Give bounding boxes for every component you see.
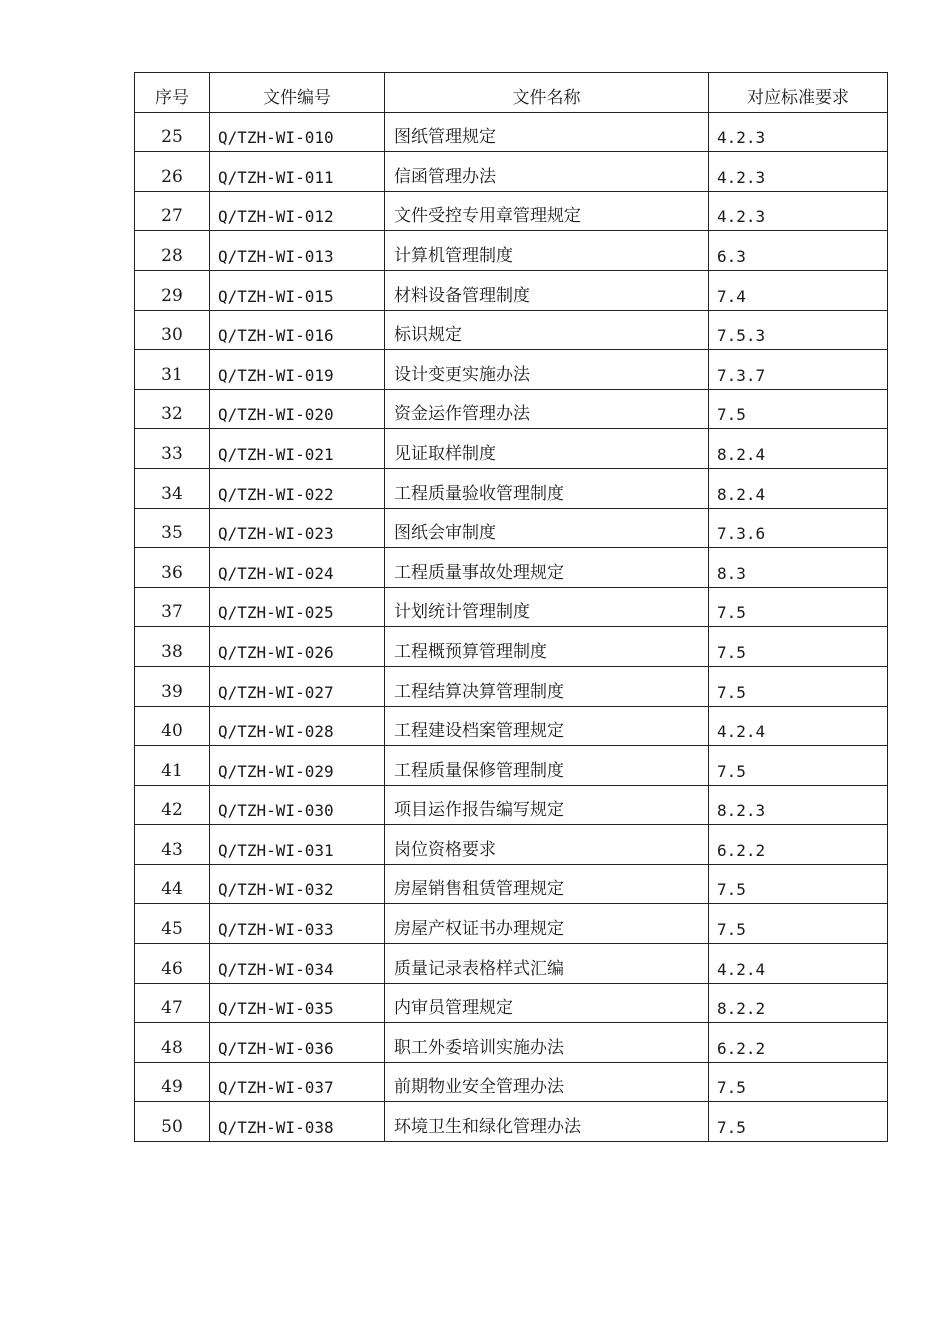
table-row [135, 389, 888, 429]
cell-file-code: Q/TZH-WI-037 [210, 1062, 385, 1102]
cell-standard: 8.2.4 [709, 429, 888, 469]
cell-standard: 7.5.3 [709, 310, 888, 350]
table-row [135, 112, 888, 152]
table-row [135, 944, 888, 984]
table-row [135, 706, 888, 746]
cell-file-code: Q/TZH-WI-020 [210, 389, 385, 429]
cell-file-name: 工程质量保修管理制度 [385, 746, 709, 786]
cell-seq: 26 [135, 152, 210, 192]
cell-seq: 40 [135, 706, 210, 746]
cell-file-name: 岗位资格要求 [385, 825, 709, 865]
table-row [135, 1102, 888, 1142]
cell-seq: 28 [135, 231, 210, 271]
cell-seq: 46 [135, 944, 210, 984]
cell-file-code: Q/TZH-WI-025 [210, 587, 385, 627]
cell-standard: 7.5 [709, 746, 888, 786]
cell-file-name: 职工外委培训实施办法 [385, 1023, 709, 1063]
table-row [135, 468, 888, 508]
cell-file-code: Q/TZH-WI-030 [210, 785, 385, 825]
cell-standard: 6.2.2 [709, 1023, 888, 1063]
cell-file-code: Q/TZH-WI-022 [210, 468, 385, 508]
cell-seq: 48 [135, 1023, 210, 1063]
cell-seq: 44 [135, 864, 210, 904]
cell-file-code: Q/TZH-WI-011 [210, 152, 385, 192]
table-row [135, 666, 888, 706]
cell-seq: 43 [135, 825, 210, 865]
cell-seq: 39 [135, 666, 210, 706]
cell-standard: 6.3 [709, 231, 888, 271]
cell-seq: 36 [135, 548, 210, 588]
cell-file-code: Q/TZH-WI-024 [210, 548, 385, 588]
cell-standard: 8.2.3 [709, 785, 888, 825]
cell-standard: 4.2.3 [709, 112, 888, 152]
cell-file-code: Q/TZH-WI-033 [210, 904, 385, 944]
cell-file-code: Q/TZH-WI-032 [210, 864, 385, 904]
cell-file-code: Q/TZH-WI-016 [210, 310, 385, 350]
cell-standard: 6.2.2 [709, 825, 888, 865]
cell-seq: 47 [135, 983, 210, 1023]
table-row [135, 785, 888, 825]
cell-standard: 7.5 [709, 587, 888, 627]
cell-seq: 35 [135, 508, 210, 548]
cell-file-name: 标识规定 [385, 310, 709, 350]
cell-standard: 8.3 [709, 548, 888, 588]
cell-file-name: 信函管理办法 [385, 152, 709, 192]
cell-file-code: Q/TZH-WI-028 [210, 706, 385, 746]
cell-file-name: 前期物业安全管理办法 [385, 1062, 709, 1102]
cell-seq: 34 [135, 468, 210, 508]
table-row [135, 191, 888, 231]
cell-file-code: Q/TZH-WI-023 [210, 508, 385, 548]
cell-file-name: 图纸会审制度 [385, 508, 709, 548]
table-row [135, 983, 888, 1023]
table-row [135, 746, 888, 786]
cell-seq: 29 [135, 270, 210, 310]
cell-file-name: 资金运作管理办法 [385, 389, 709, 429]
cell-file-name: 环境卫生和绿化管理办法 [385, 1102, 709, 1142]
cell-file-code: Q/TZH-WI-034 [210, 944, 385, 984]
cell-seq: 30 [135, 310, 210, 350]
cell-standard: 7.5 [709, 389, 888, 429]
cell-standard: 7.5 [709, 627, 888, 667]
table-row [135, 508, 888, 548]
table-row [135, 627, 888, 667]
cell-standard: 4.2.3 [709, 152, 888, 192]
document-list-table [134, 72, 888, 1142]
cell-file-name: 计算机管理制度 [385, 231, 709, 271]
table-row [135, 310, 888, 350]
cell-file-code: Q/TZH-WI-012 [210, 191, 385, 231]
cell-seq: 25 [135, 112, 210, 152]
header-seq: 序号 [135, 73, 210, 113]
cell-file-name: 见证取样制度 [385, 429, 709, 469]
cell-file-code: Q/TZH-WI-035 [210, 983, 385, 1023]
cell-standard: 8.2.2 [709, 983, 888, 1023]
cell-seq: 32 [135, 389, 210, 429]
table-row [135, 270, 888, 310]
cell-file-code: Q/TZH-WI-013 [210, 231, 385, 271]
table-row [135, 429, 888, 469]
cell-file-code: Q/TZH-WI-031 [210, 825, 385, 865]
table-row [135, 1062, 888, 1102]
cell-file-name: 图纸管理规定 [385, 112, 709, 152]
cell-file-name: 计划统计管理制度 [385, 587, 709, 627]
cell-standard: 7.5 [709, 666, 888, 706]
table-row [135, 864, 888, 904]
cell-file-name: 质量记录表格样式汇编 [385, 944, 709, 984]
table-row [135, 231, 888, 271]
cell-file-name: 工程建设档案管理规定 [385, 706, 709, 746]
cell-file-code: Q/TZH-WI-027 [210, 666, 385, 706]
cell-standard: 7.5 [709, 864, 888, 904]
table-row [135, 350, 888, 390]
cell-seq: 27 [135, 191, 210, 231]
cell-file-code: Q/TZH-WI-026 [210, 627, 385, 667]
cell-seq: 31 [135, 350, 210, 390]
cell-file-code: Q/TZH-WI-021 [210, 429, 385, 469]
cell-seq: 38 [135, 627, 210, 667]
table-row [135, 825, 888, 865]
cell-standard: 4.2.4 [709, 944, 888, 984]
header-code: 文件编号 [210, 73, 385, 113]
cell-standard: 7.5 [709, 1102, 888, 1142]
cell-file-name: 工程结算决算管理制度 [385, 666, 709, 706]
cell-seq: 33 [135, 429, 210, 469]
cell-seq: 50 [135, 1102, 210, 1142]
cell-file-name: 工程质量验收管理制度 [385, 468, 709, 508]
cell-file-name: 内审员管理规定 [385, 983, 709, 1023]
cell-file-name: 材料设备管理制度 [385, 270, 709, 310]
cell-file-name: 工程质量事故处理规定 [385, 548, 709, 588]
table-row [135, 1023, 888, 1063]
cell-file-code: Q/TZH-WI-010 [210, 112, 385, 152]
cell-seq: 42 [135, 785, 210, 825]
cell-file-name: 工程概预算管理制度 [385, 627, 709, 667]
header-name: 文件名称 [385, 73, 709, 113]
cell-standard: 7.4 [709, 270, 888, 310]
table-body [135, 112, 888, 1141]
cell-standard: 7.3.6 [709, 508, 888, 548]
cell-standard: 7.5 [709, 904, 888, 944]
cell-file-name: 房屋产权证书办理规定 [385, 904, 709, 944]
cell-standard: 4.2.4 [709, 706, 888, 746]
cell-standard: 8.2.4 [709, 468, 888, 508]
header-row [135, 73, 888, 113]
table-row [135, 587, 888, 627]
cell-file-name: 项目运作报告编写规定 [385, 785, 709, 825]
table-header [135, 73, 888, 113]
cell-standard: 7.3.7 [709, 350, 888, 390]
cell-seq: 41 [135, 746, 210, 786]
table-row [135, 152, 888, 192]
cell-seq: 49 [135, 1062, 210, 1102]
header-std: 对应标准要求 [709, 73, 888, 113]
cell-seq: 37 [135, 587, 210, 627]
table-row [135, 548, 888, 588]
cell-file-code: Q/TZH-WI-015 [210, 270, 385, 310]
cell-standard: 4.2.3 [709, 191, 888, 231]
cell-file-code: Q/TZH-WI-036 [210, 1023, 385, 1063]
cell-seq: 45 [135, 904, 210, 944]
cell-standard: 7.5 [709, 1062, 888, 1102]
cell-file-name: 设计变更实施办法 [385, 350, 709, 390]
cell-file-code: Q/TZH-WI-038 [210, 1102, 385, 1142]
cell-file-code: Q/TZH-WI-019 [210, 350, 385, 390]
cell-file-name: 房屋销售租赁管理规定 [385, 864, 709, 904]
table-row [135, 904, 888, 944]
cell-file-name: 文件受控专用章管理规定 [385, 191, 709, 231]
cell-file-code: Q/TZH-WI-029 [210, 746, 385, 786]
